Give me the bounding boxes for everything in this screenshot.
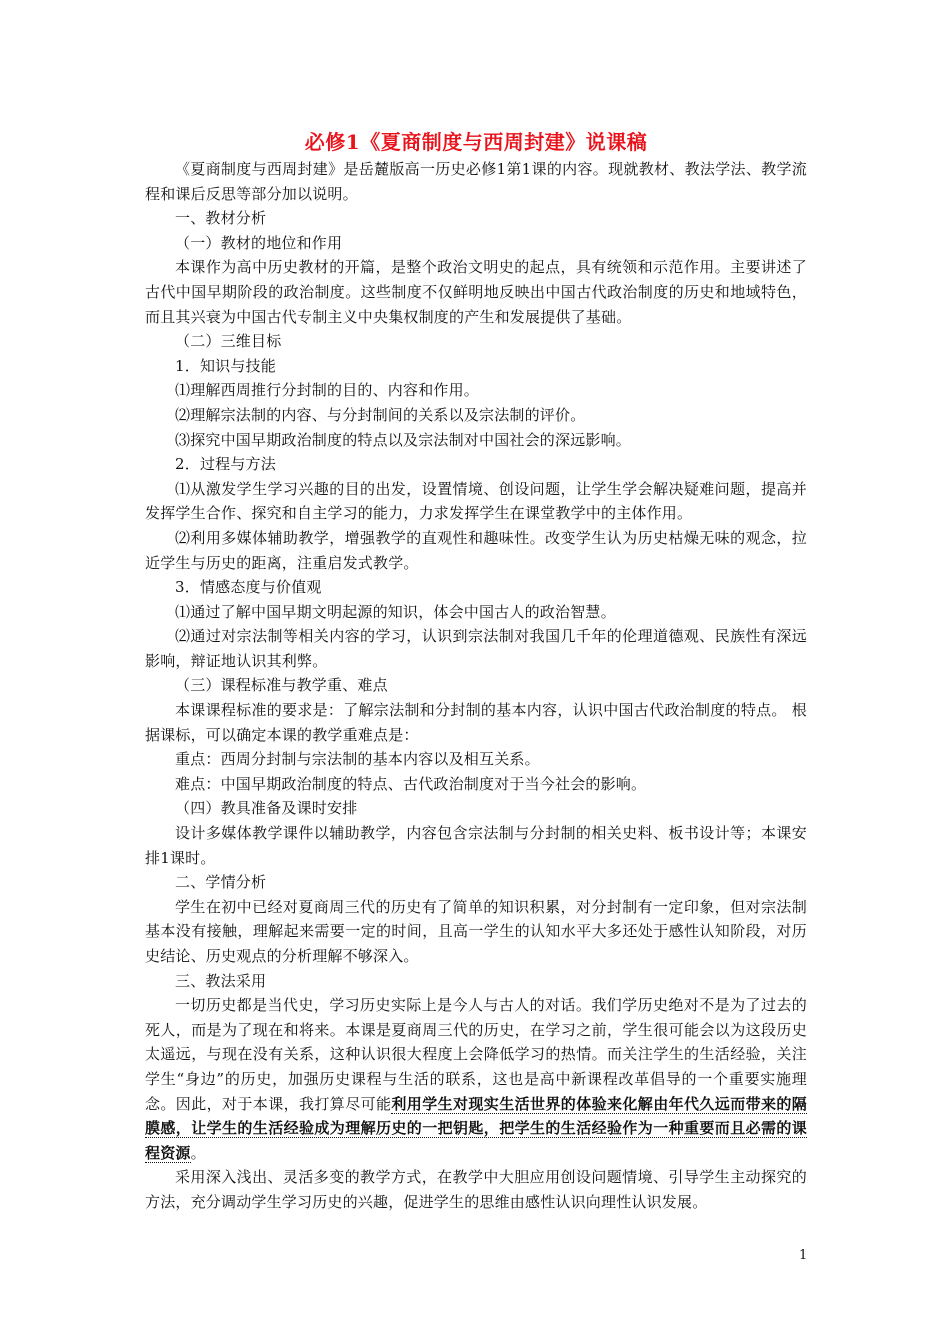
- list-item: ⑵利用多媒体辅助教学，增强教学的直观性和趣味性。改变学生认为历史枯燥无味的观念，拉近学生与历史的距离，注重启发式教学。: [145, 528, 807, 572]
- page-number: 1: [799, 1248, 808, 1263]
- subsection-heading-curriculum-standards: （三）课程标准与教学重、难点: [175, 676, 388, 695]
- goal-heading-emotion-values: 3．情感态度与价值观: [175, 578, 322, 597]
- section-heading-textbook-analysis: 一、教材分析: [175, 209, 267, 228]
- method-emphasis-text: 利用学生对现实生活世界的体验来化解由年代久远而带来的隔膜感，让学生的生活经验成为理解历史的一把钥匙，把学生的生活经验作为一种重要而且必需的课程资源: [145, 1094, 808, 1162]
- list-item: ⑴理解西周推行分封制的目的、内容和作用。: [175, 381, 480, 400]
- paragraph-teaching-aids: 设计多媒体教学课件以辅助教学，内容包含宗法制与分封制的相关史料、板书设计等；本课安排1课时。: [145, 824, 807, 867]
- subsection-heading-teaching-aids: （四）教具准备及课时安排: [175, 799, 358, 818]
- paragraph-intro: 《夏商制度与西周封建》是岳麓版高一历史必修1第1课的内容。现就教材、教法学法、教学流程和课后反思等部分加以说明。: [145, 160, 807, 203]
- paragraph-student-analysis: 学生在初中已经对夏商周三代的历史有了简单的知识积累，对分封制有一定印象，但对宗法制基本没有接触，理解起来需要一定的时间，且高一学生的认知水平大多还处于感性认知阶段，对历史结论、历史观点的分析理解不够深入。: [145, 897, 807, 965]
- method-plain-text: 一切历史都是当代史，学习历史实际上是今人与古人的对话。我们学历史绝对不是为了过去的死人，而是为了现在和将来。本课是夏商周三代的历史，在学习之前，学生很可能会以为这段历史太遥远，与现在没有关系，这种认识很大程度上会降低学习的热情。而关注学生的生活经验，关注学生“身边”的历史，加强历史课程与生活的联系，这也是高中新课程改革倡导的一个重要实施理念。因此，对于本课，我打算尽可能: [145, 996, 807, 1113]
- paragraph-key-points: 重点：西周分封制与宗法制的基本内容以及相互关系。: [175, 750, 540, 769]
- list-item: ⑴通过了解中国早期文明起源的知识，体会中国古人的政治智慧。: [175, 602, 616, 621]
- list-item: ⑵通过对宗法制等相关内容的学习，认识到宗法制对我国几千年的伦理道德观、民族性有深远影响，辩证地认识其利弊。: [145, 627, 807, 670]
- list-item: ⑴从激发学生学习兴趣的目的出发，设置情境、创设问题，让学生学会解决疑难问题，提高并发挥学生合作、探究和自主学习的能力，力求发挥学生在课堂教学中的主体作用。: [145, 479, 807, 523]
- method-end-punctuation: 。: [190, 1143, 206, 1162]
- document-content: [145, 127, 807, 1215]
- paragraph-teaching-approach: 采用深入浅出、灵活多变的教学方式，在教学中大胆应用创设问题情境、引导学生主动探究的方法，充分调动学生学习历史的兴趣，促进学生的思维由感性认识向理性认识发展。: [145, 1168, 807, 1211]
- subsection-heading-three-goals: （二）三维目标: [175, 332, 282, 351]
- section-heading-teaching-methods: 三、教法采用: [175, 971, 267, 990]
- paragraph-status-role: 本课作为高中历史教材的开篇，是整个政治文明史的起点，具有统领和示范作用。主要讲述了古代中国早期阶段的政治制度。这些制度不仅鲜明地反映出中国古代政治制度的历史和地域特色，而且其兴衰为中国古代专制主义中央集权制度的产生和发展提供了基础。: [145, 258, 807, 326]
- list-item: ⑶探究中国早期政治制度的特点以及宗法制对中国社会的深远影响。: [175, 430, 632, 449]
- subsection-heading-status-role: （一）教材的地位和作用: [175, 233, 343, 252]
- list-item: ⑵理解宗法制的内容、与分封制间的关系以及宗法制的评价。: [175, 405, 586, 424]
- paragraph-teaching-methods: [145, 993, 807, 1165]
- goal-heading-process-methods: 2．过程与方法: [175, 455, 276, 474]
- paragraph-curriculum-standards: 本课课程标准的要求是：了解宗法制和分封制的基本内容，认识中国古代政治制度的特点。 根据课标，可以确定本课的教学重难点是：: [145, 701, 807, 744]
- goal-heading-knowledge-skills: 1．知识与技能: [175, 356, 276, 375]
- document-title: 必修1《夏商制度与西周封建》说课稿: [304, 130, 648, 154]
- section-heading-student-analysis: 二、学情分析: [175, 873, 267, 892]
- paragraph-difficult-points: 难点：中国早期政治制度的特点、古代政治制度对于当今社会的影响。: [175, 774, 647, 793]
